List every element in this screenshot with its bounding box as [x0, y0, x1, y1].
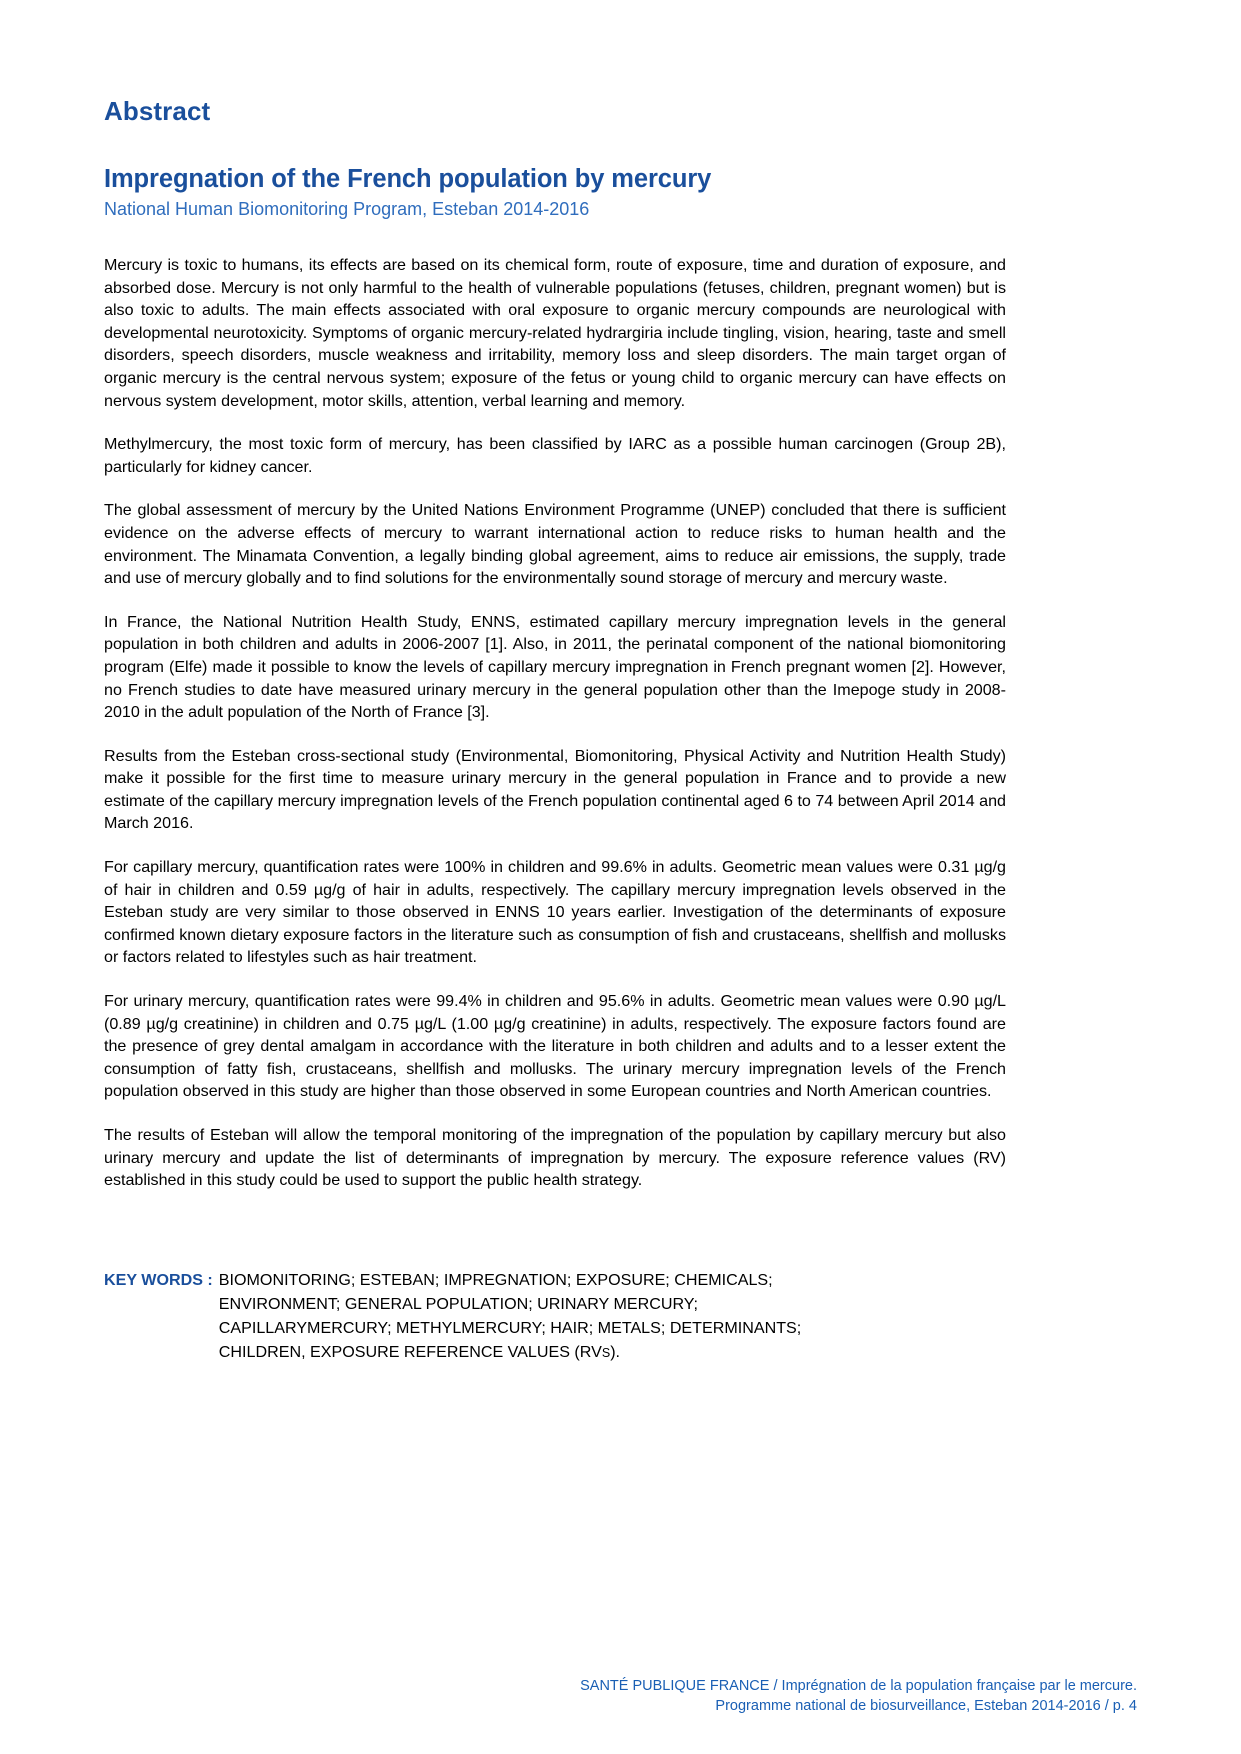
- abstract-content: [104, 96, 1006, 1365]
- keywords-list: [219, 1268, 1006, 1365]
- paragraph-methylmercury-iarc: Methylmercury, the most toxic form of mercury, has been classified by IARC as a possible human carcinogen (Group 2B), particularly for kidney cancer.: [104, 435, 1006, 476]
- keywords-line: BIOMONITORING; ESTEBAN; IMPREGNATION; EXPOSURE; CHEMICALS;: [218, 1270, 773, 1289]
- keywords-section: [104, 1268, 1006, 1365]
- keywords-line: ENVIRONMENT; GENERAL POPULATION; URINARY MERCURY;: [218, 1294, 698, 1313]
- page-footer: [104, 1676, 1137, 1716]
- keywords-line: CAPILLARYMERCURY; METHYLMERCURY; HAIR; METALS; DETERMINANTS;: [218, 1318, 802, 1337]
- keywords-line-last: [219, 1340, 1006, 1365]
- paragraph-esteban-study: Results from the Esteban cross-sectional study (Environmental, Biomonitoring, Physical Activity and Nutrition Health Study) make it possible for the first time to measure urinary mercury in the general population in France and to provide a new estimate of the capillary mercury impregnation levels of the French population continental aged 6 to 74 between April 2014 and March 2016.: [104, 746, 1006, 833]
- footer-line-publisher: SANTÉ PUBLIQUE FRANCE / Imprégnation de la population française par le mercure.: [580, 1678, 1137, 1694]
- document-title: Impregnation of the French population by mercury: [104, 165, 712, 193]
- paragraph-france-prior-studies: In France, the National Nutrition Health Study, ENNS, estimated capillary mercury impregnation levels in the general population in both children and adults in 2006-2007 [1]. Also, in 2011, the perinatal component of the national biomonitoring program (Elfe) made it possible to know the levels of capillary mercury impregnation in French pregnant women [2]. However, no French studies to date have measured urinary mercury in the general population other than the Imepoge study in 2008-2010 in the adult population of the North of France [3].: [104, 612, 1006, 722]
- document-subtitle: National Human Biomonitoring Program, Esteban 2014-2016: [104, 199, 590, 219]
- keywords-last-subscript: S: [601, 1345, 611, 1360]
- paragraph-conclusion: The results of Esteban will allow the temporal monitoring of the impregnation of the population by capillary mercury but also urinary mercury and update the list of determinants of impregnation by mercury. The exposure reference values (RV) established in this study could be used to support the public health strategy.: [104, 1126, 1006, 1190]
- keywords-label: KEY WORDS :: [104, 1270, 213, 1289]
- paragraph-capillary-mercury-results: For capillary mercury, quantification rates were 100% in children and 99.6% in adults. Geometric mean values were 0.31 µg/g of hair in children and 0.59 µg/g of hair in adults, respectively. The capillary mercury impregnation levels observed in the Esteban study are very similar to those observed in ENNS 10 years earlier. Investigation of the determinants of exposure confirmed known dietary exposure factors in the literature such as consumption of fish and crustaceans, shellfish and mollusks or factors related to lifestyles such as hair treatment.: [104, 858, 1006, 967]
- footer-line-program: Programme national de biosurveillance, Esteban 2014-2016 / p. 4: [715, 1698, 1137, 1714]
- paragraph-urinary-mercury-results: For urinary mercury, quantification rates were 99.4% in children and 95.6% in adults. Geometric mean values were 0.90 µg/L (0.89 µg/g creatinine) in children and 0.75 µg/L (1.00 µg/g creatinine) in adults, respectively. The exposure factors found are the presence of grey dental amalgam in accordance with the literature in both children and adults and to a lesser extent the consumption of fatty fish, crustaceans, shellfish and mollusks. The urinary mercury impregnation levels of the French population observed in this study are higher than those observed in some European countries and North American countries.: [104, 992, 1006, 1101]
- paragraph-unep-minamata: The global assessment of mercury by the United Nations Environment Programme (UNEP) concluded that there is sufficient evidence on the adverse effects of mercury to warrant international action to reduce risks to human health and the environment. The Minamata Convention, a legally binding global agreement, aims to reduce air emissions, the supply, trade and use of mercury globally and to find solutions for the environmentally sound storage of mercury and mercury waste.: [104, 501, 1006, 588]
- page-title: Abstract: [104, 96, 211, 126]
- keywords-last-prefix: CHILDREN, EXPOSURE REFERENCE VALUES (RV: [218, 1342, 602, 1361]
- paragraph-intro-toxicity: Mercury is toxic to humans, its effects are based on its chemical form, route of exposure, time and duration of exposure, and absorbed dose. Mercury is not only harmful to the health of vulnerable populations (fetuses, children, pregnant women) but is also toxic to adults. The main effects associated with oral exposure to organic mercury compounds are neurological with developmental neurotoxicity. Symptoms of organic mercury-related hydrargiria include tingling, vision, hearing, taste and smell disorders, speech disorders, muscle weakness and irritability, memory loss and sleep disorders. The main target organ of organic mercury is the central nervous system; exposure of the fetus or young child to organic mercury can have effects on nervous system development, motor skills, attention, verbal learning and memory.: [104, 256, 1006, 410]
- keywords-last-suffix: ).: [610, 1342, 621, 1361]
